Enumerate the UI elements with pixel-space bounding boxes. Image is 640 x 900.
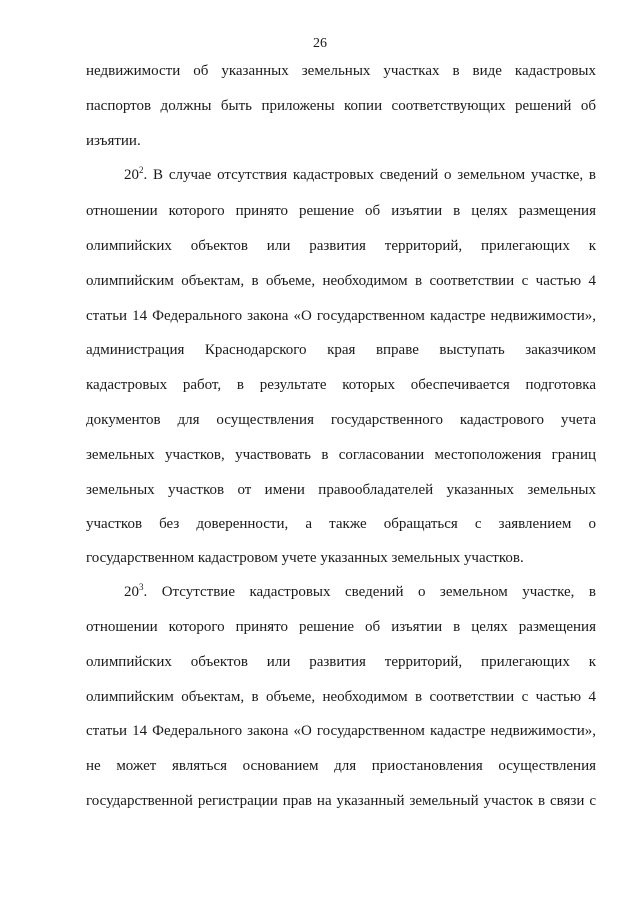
text-line: земельных участков от имени правообладателей указанных земельных	[86, 482, 596, 498]
paragraph-number: $20^2$	[124, 165, 144, 183]
text-line: недвижимости об указанных земельных участках в виде кадастровых	[86, 63, 596, 79]
paragraph-number: $20^3$	[124, 582, 144, 600]
paragraph-first-line-text: . Отсутствие кадастровых сведений о земельном участке, в	[143, 584, 596, 600]
text-line: изъятии.	[86, 133, 141, 149]
text-line: олимпийским объектам, в объеме, необходимом в соответствии с частью 4	[86, 689, 596, 705]
text-line: не может являться основанием для приостановления осуществления	[86, 758, 596, 774]
paragraph-first-line-text: . В случае отсутствия кадастровых сведений о земельном участке, в	[143, 167, 596, 183]
text-line: администрация Краснодарского края вправе выступать заказчиком	[86, 342, 596, 358]
text-line: олимпийским объектам, в объеме, необходимом в соответствии с частью 4	[86, 273, 596, 289]
page-number: 26	[313, 36, 327, 51]
paragraph-number-superscript: 3	[139, 582, 144, 592]
text-line: олимпийских объектов или развития территорий, прилегающих к	[86, 238, 596, 254]
text-line: статьи 14 Федерального закона «О государственном кадастре недвижимости»,	[86, 308, 596, 324]
text-line: документов для осуществления государственного кадастрового учета	[86, 412, 596, 428]
text-line: статьи 14 Федерального закона «О государственном кадастре недвижимости»,	[86, 723, 596, 739]
text-line: земельных участков, участвовать в согласовании местоположения границ	[86, 447, 596, 463]
text-line: участков без доверенности, а также обращаться с заявлением о	[86, 516, 596, 532]
text-line: паспортов должны быть приложены копии соответствующих решений об	[86, 98, 596, 114]
text-line: отношении которого принято решение об изъятии в целях размещения	[86, 619, 596, 635]
text-line: олимпийских объектов или развития территорий, прилегающих к	[86, 654, 596, 670]
text-line: государственном кадастровом учете указанных земельных участков.	[86, 550, 524, 566]
text-line: кадастровых работ, в результате которых обеспечивается подготовка	[86, 377, 596, 393]
paragraph-first-line	[124, 583, 596, 601]
paragraph-number-superscript: 2	[139, 165, 144, 175]
text-line: отношении которого принято решение об изъятии в целях размещения	[86, 203, 596, 219]
paragraph-first-line	[124, 166, 596, 184]
text-line: государственной регистрации прав на указанный земельный участок в связи с	[86, 793, 596, 809]
